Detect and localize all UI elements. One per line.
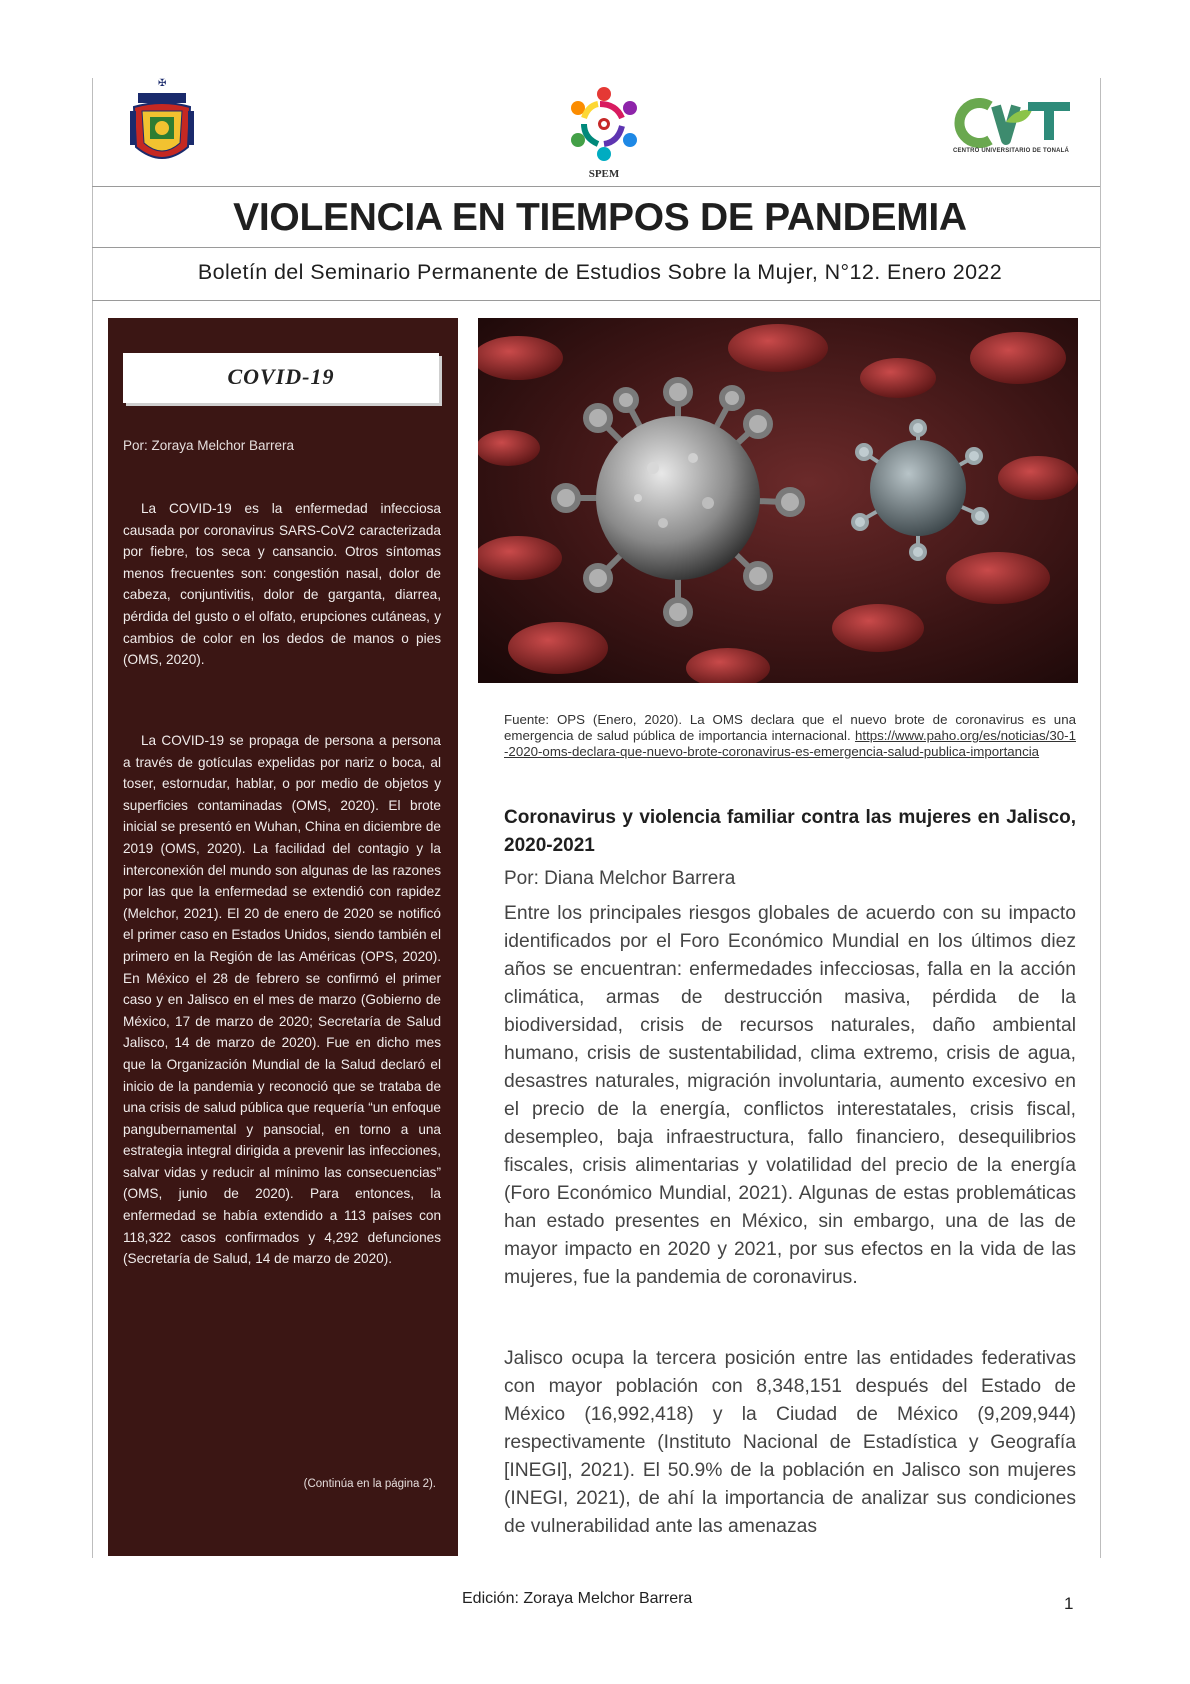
coronavirus-image [478, 318, 1078, 683]
source-link[interactable]: https://www.paho.org/es/noticias/30-1-2020-oms-declara-que-nuevo-brote-coronavirus-es-emergencia-salud-publica-importancia [504, 728, 1076, 759]
header-rule-bottom [92, 300, 1100, 301]
footer-edition: Edición: Zoraya Melchor Barrera [462, 1590, 693, 1607]
sidebar-heading-box [123, 353, 439, 403]
caption-text: Fuente: OPS (Enero, 2020). La OMS declara que el nuevo brote de coronavirus es una emergencia de salud pública de importancia internacional. [504, 712, 1076, 743]
cut-logo-caption: CENTRO UNIVERSITARIO DE TONALÁ [952, 148, 1070, 154]
page-number: 1 [1064, 1594, 1074, 1613]
university-crest-logo [128, 77, 196, 169]
article-title: Coronavirus y violencia familiar contra las mujeres en Jalisco, 2020-2021 [504, 807, 1076, 856]
article-author: Por: Diana Melchor Barrera [504, 868, 736, 889]
article-paragraph: Jalisco ocupa la tercera posición entre las entidades federativas con mayor población con 8,348,151 después del Estado de México (16,992,418) y la Ciudad de México (9,209,944) respectivamente (Instituto Nacional de Estadística y Geografía [INEGI], 2021). El 50.9% de la población en Jalisco son mujeres (INEGI, 2021), de ahí la importancia de analizar sus condiciones de vulnerabilidad ante las amenazas [504, 1348, 1076, 1537]
spem-logo [548, 80, 660, 184]
header-rule-top [92, 186, 1100, 187]
svg-text:✠: ✠ [158, 78, 167, 89]
image-caption [504, 712, 1076, 760]
sidebar-paragraph: La COVID-19 es la enfermedad infecciosa causada por coronavirus SARS-CoV2 caracterizada por fiebre, tos seca y cansancio. Otros síntomas menos frecuentes son: congestión nasal, dolor de cabeza, conjuntivitis, dolor de garganta, diarrea, pérdida del gusto o el olfato, erupciones cutáneas, y cambios de color en los dedos de manos o pies (OMS, 2020). [123, 501, 441, 668]
sidebar-heading: COVID-19 [227, 364, 335, 389]
sidebar-author: Por: Zoraya Melchor Barrera [123, 438, 295, 453]
bulletin-subtitle: Boletín del Seminario Permanente de Estudios Sobre la Mujer, N°12. Enero 2022 [197, 260, 1003, 284]
page-title: VIOLENCIA EN TIEMPOS DE PANDEMIA [233, 196, 967, 239]
right-margin-line [1100, 78, 1101, 1558]
spem-logo-label: SPEM [588, 168, 620, 180]
covid-sidebar [108, 318, 458, 1556]
sidebar-paragraph: La COVID-19 se propaga de persona a persona a través de gotículas expelidas por nariz o boca, al toser, estornudar, hablar, o por medio de objetos y superficies contaminadas (OMS, 2020). El brote inicial se presentó en Wuhan, China en diciembre de 2019 (OMS, 2020). La facilidad del contagio y la interconexión del mundo son algunas de las razones por las que la enfermedad se extendió con rapidez (Melchor, 2021). El 20 de enero de 2020 se notificó el primer caso en Estados Unidos, siendo también el primero en la Región de las Américas (OPS, 2020). En México el 28 de febrero se confirmó el primer caso y en Jalisco en el mes de marzo (Gobierno de México, 17 de marzo de 2020; Secretaría de Salud Jalisco, 14 de marzo de 2020). Fue en dicho mes que la Organización Mundial de la Salud declaró el inicio de la pandemia y reconoció que se trataba de una crisis de salud pública que requería “un enfoque pangubernamental y pansocial, en torno a una estrategia integral dirigida a prevenir las infecciones, salvar vidas y reducir al mínimo las consecuencias” (OMS, junio de 2020). Para entonces, la enfermedad se había extendido a 113 países con 118,322 casos confirmados y 4,292 defunciones (Secretaría de Salud, 14 de marzo de 2020). [123, 733, 441, 1267]
cut-tonala-logo [948, 98, 1074, 158]
header-rule-middle [92, 247, 1100, 248]
continue-note: (Continúa en la página 2). [303, 1478, 436, 1490]
article-paragraph: Entre los principales riesgos globales de acuerdo con su impacto identificados por el Foro Económico Mundial en los últimos diez años se encuentran: enfermedades infecciosas, falla en la acción climática, armas de destrucción masiva, pérdida de la biodiversidad, crisis de recursos naturales, daño ambiental humano, crisis de sustentabilidad, clima extremo, crisis de agua, desastres naturales, migración involuntaria, aumento excesivo en el precio de la energía, conflictos interestatales, crisis fiscal, desempleo, baja infraestructura, fallo financiero, desequilibrios fiscales, crisis alimentarias y volatilidad del precio de la energía (Foro Económico Mundial, 2021). Algunas de estas problemáticas han estado presentes en México, sin embargo, una de las de mayor impacto en 2020 y 2021, por sus efectos en la vida de las mujeres, fue la pandemia de coronavirus. [504, 903, 1076, 1288]
